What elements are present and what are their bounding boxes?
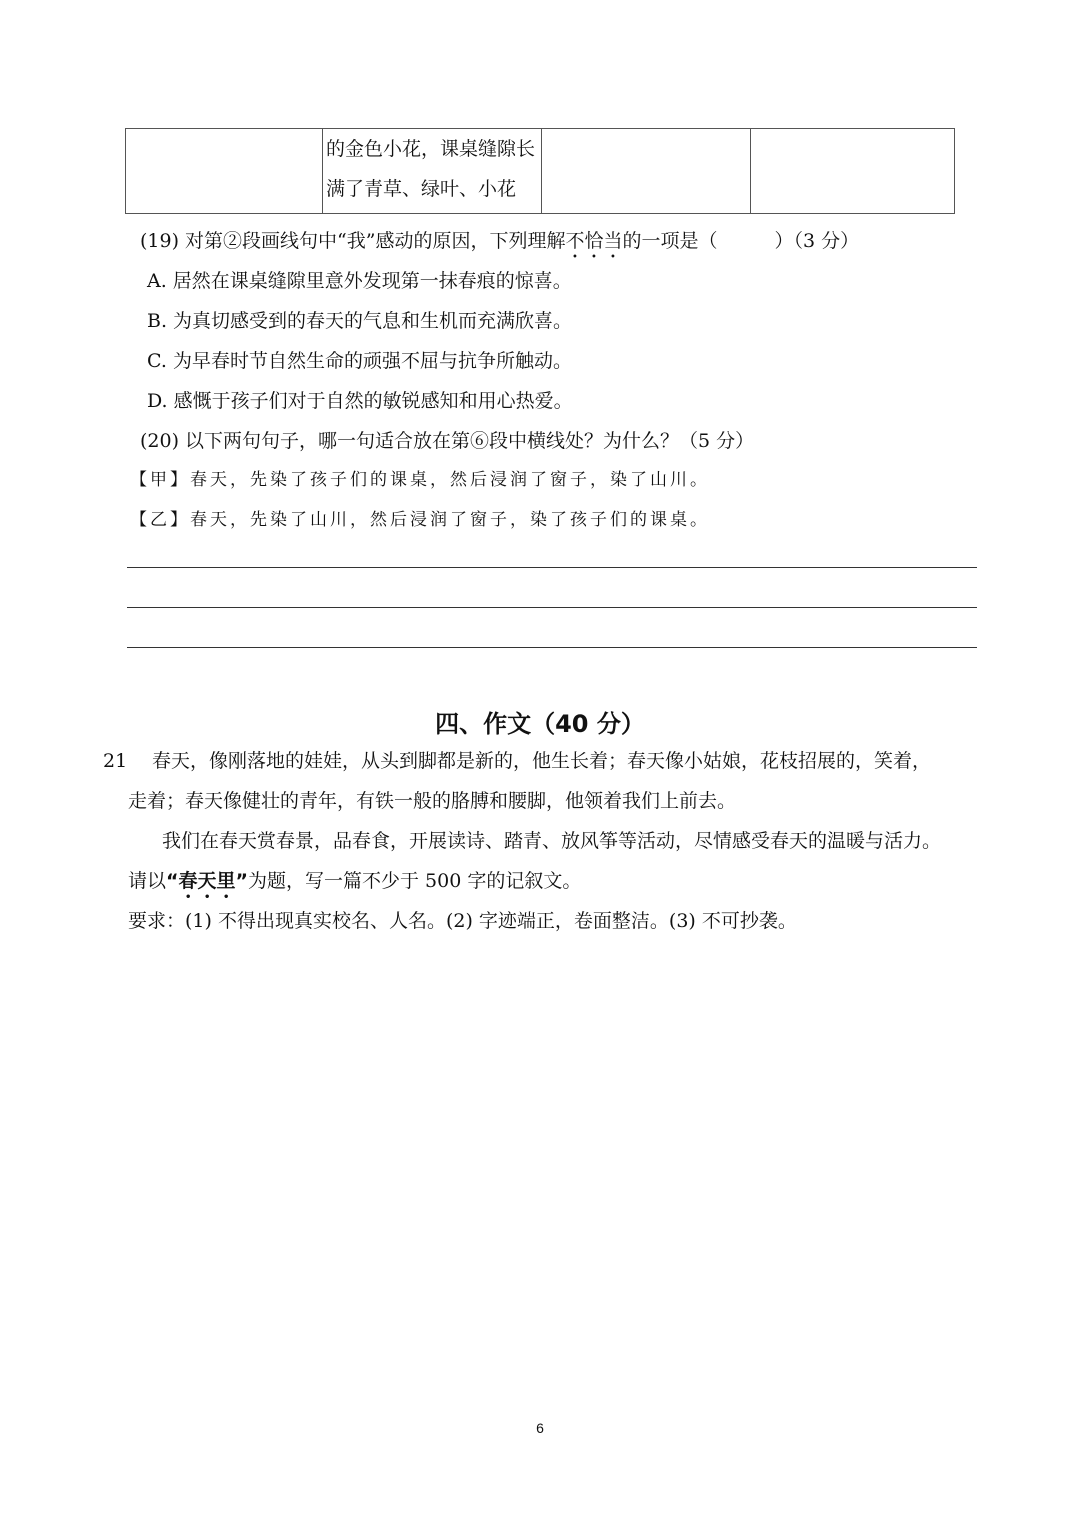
question-19-pre: (19) 对第②段画线句中“我”感动的原因，下列理解 bbox=[140, 230, 566, 252]
answer-line-1 bbox=[127, 567, 977, 568]
option-c: C. 为早春时节自然生命的顽强不屈与抗争所触动。 bbox=[147, 350, 572, 372]
question-21-requirements: 要求：(1) 不得出现真实校名、人名。(2) 字迹端正，卷面整洁。(3) 不可抄袭。 bbox=[128, 910, 797, 932]
question-21-line-3: 我们在春天赏春景，品春食，开展读诗、踏青、放风筝等活动，尽情感受春天的温暖与活力。 bbox=[162, 830, 942, 852]
section-title: 四、作文（40 分） bbox=[435, 710, 645, 738]
option-a: A. 居然在课桌缝隙里意外发现第一抹春痕的惊喜。 bbox=[147, 270, 572, 292]
sentence-jia: 【甲】春天，先染了孩子们的课桌，然后浸润了窗子，染了山川。 bbox=[130, 470, 710, 490]
question-21-line-1: 春天，像刚落地的娃娃，从头到脚都是新的，他生长着；春天像小姑娘，花枝招展的，笑着， bbox=[152, 750, 932, 772]
question-19 bbox=[140, 229, 859, 263]
cell-line-1: 的金色小花，课桌缝隙长 bbox=[326, 138, 536, 160]
table-cell-3 bbox=[542, 129, 751, 214]
question-19-emphasis: 不恰当 bbox=[565, 230, 623, 252]
question-21-line-2: 走着；春天像健壮的青年，有铁一般的胳膊和腰脚，他领着我们上前去。 bbox=[128, 790, 737, 812]
answer-line-3 bbox=[127, 647, 977, 648]
question-19-post: 的一项是（ ）（3 分） bbox=[622, 230, 860, 252]
question-21-number: 21 bbox=[103, 750, 128, 772]
answer-line-2 bbox=[127, 607, 977, 608]
prompt-pre: 请以 bbox=[128, 870, 167, 892]
table-cell-2 bbox=[323, 129, 542, 214]
prompt-post: 为题，写一篇不少于 500 字的记叙文。 bbox=[248, 870, 582, 892]
option-b: B. 为真切感受到的春天的气息和生机而充满欣喜。 bbox=[147, 310, 573, 332]
table-cell-1 bbox=[126, 129, 323, 214]
sentence-yi: 【乙】春天，先染了山川，然后浸润了窗子，染了孩子们的课桌。 bbox=[130, 510, 710, 530]
page-number: 6 bbox=[536, 1420, 544, 1436]
essay-title: “春天里” bbox=[166, 870, 248, 892]
table-cell-4 bbox=[751, 129, 955, 214]
continuation-table bbox=[125, 128, 955, 214]
cell-line-2: 满了青草、绿叶、小花 bbox=[326, 178, 517, 200]
question-21-line-4 bbox=[128, 869, 581, 903]
table-row bbox=[126, 129, 955, 214]
option-d: D. 感慨于孩子们对于自然的敏锐感知和用心热爱。 bbox=[147, 390, 573, 412]
question-20: (20) 以下两句句子，哪一句适合放在第⑥段中横线处？为什么？（5 分） bbox=[140, 430, 755, 452]
